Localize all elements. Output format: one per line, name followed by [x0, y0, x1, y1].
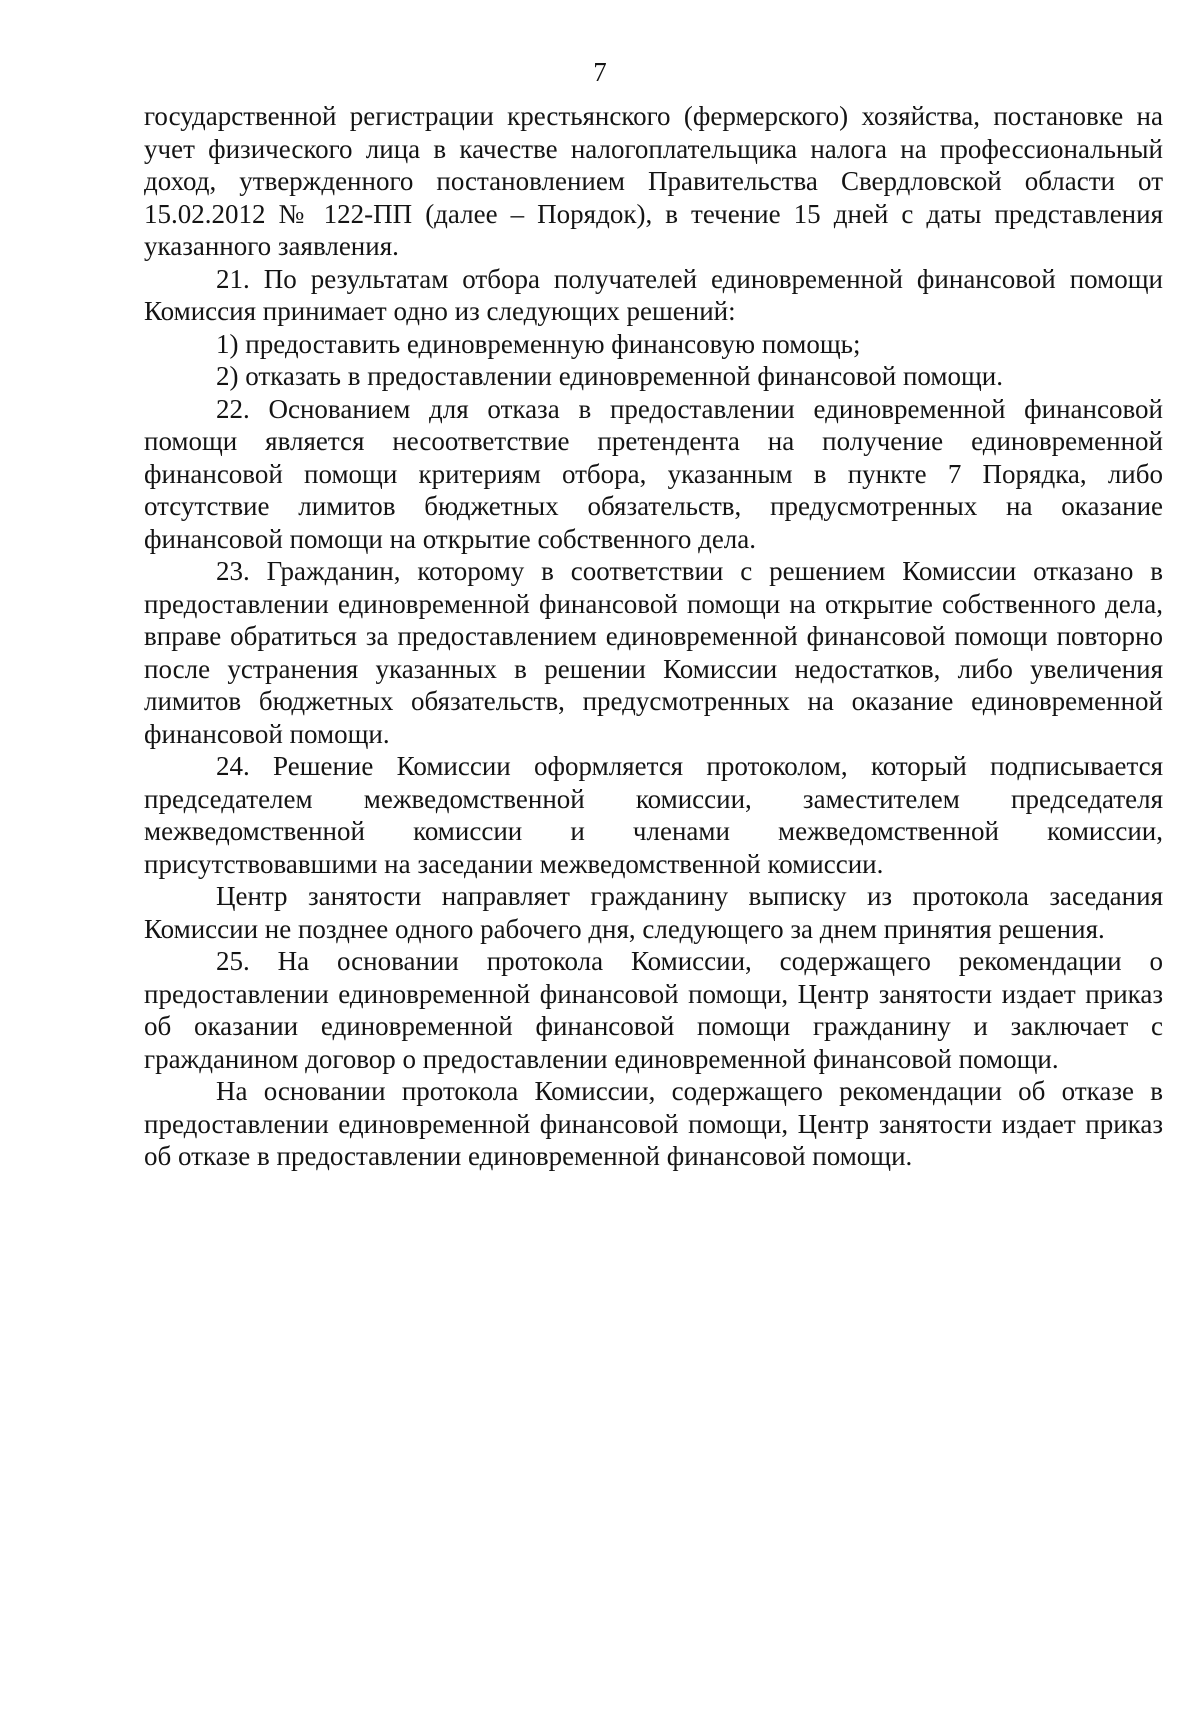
paragraph-refusal-order: На основании протокола Комиссии, содержащего рекомендации об отказе в предоставлении единовременной финансовой помощи, Центр занятости издает приказ об отказе в предоставлении единовременной финансовой помощи.	[144, 1076, 1163, 1171]
paragraph-decision-1: 1) предоставить единовременную финансовую помощь;	[216, 328, 861, 359]
paragraph-clause-21: 21. По результатам отбора получателей единовременной финансовой помощи Комиссия принимает одно из следующих решений:	[144, 263, 1163, 326]
paragraph-continuation: государственной регистрации крестьянского (фермерского) хозяйства, постановке на учет физического лица в качестве налогоплательщика налога на профессиональный доход, утвержденного постановлением Правительства Свердловской области от 15.02.2012 № 122-ПП (далее – Порядок), в течение 15 дней с даты представления указанного заявления.	[144, 101, 1163, 261]
paragraph-clause-24: 24. Решение Комиссии оформляется протоколом, который подписывается председателем межведомственной комиссии, заместителем председателя межведомственной комиссии и членами межведомственной комиссии, присутствовавшими на заседании межведомственной комиссии.	[144, 751, 1163, 879]
paragraph-clause-25: 25. На основании протокола Комиссии, содержащего рекомендации о предоставлении единовременной финансовой помощи, Центр занятости издает приказ об оказании единовременной финансовой помощи гражданину и заключает с гражданином договор о предоставлении единовременной финансовой помощи.	[144, 946, 1163, 1074]
document-body	[144, 100, 1163, 1173]
paragraph-clause-23: 23. Гражданин, которому в соответствии с решением Комиссии отказано в предоставлении единовременной финансовой помощи на открытие собственного дела, вправе обратиться за предоставлением единовременной финансовой помощи повторно после устранения указанных в решении Комиссии недостатков, либо увеличения лимитов бюджетных обязательств, предусмотренных на оказание единовременной финансовой помощи.	[144, 556, 1163, 749]
paragraph-decision-2: 2) отказать в предоставлении единовременной финансовой помощи.	[216, 361, 1003, 391]
paragraph-clause-22: 22. Основанием для отказа в предоставлении единовременной финансовой помощи является несоответствие претендента на получение единовременной финансовой помощи критериям отбора, указанным в пункте 7 Порядка, либо отсутствие лимитов бюджетных обязательств, предусмотренных на оказание финансовой помощи на открытие собственного дела.	[144, 393, 1163, 554]
paragraph-employment-center-extract: Центр занятости направляет гражданину выписку из протокола заседания Комиссии не позднее одного рабочего дня, следующего за днем принятия решения.	[144, 881, 1163, 944]
page-number: 7	[593, 57, 607, 87]
